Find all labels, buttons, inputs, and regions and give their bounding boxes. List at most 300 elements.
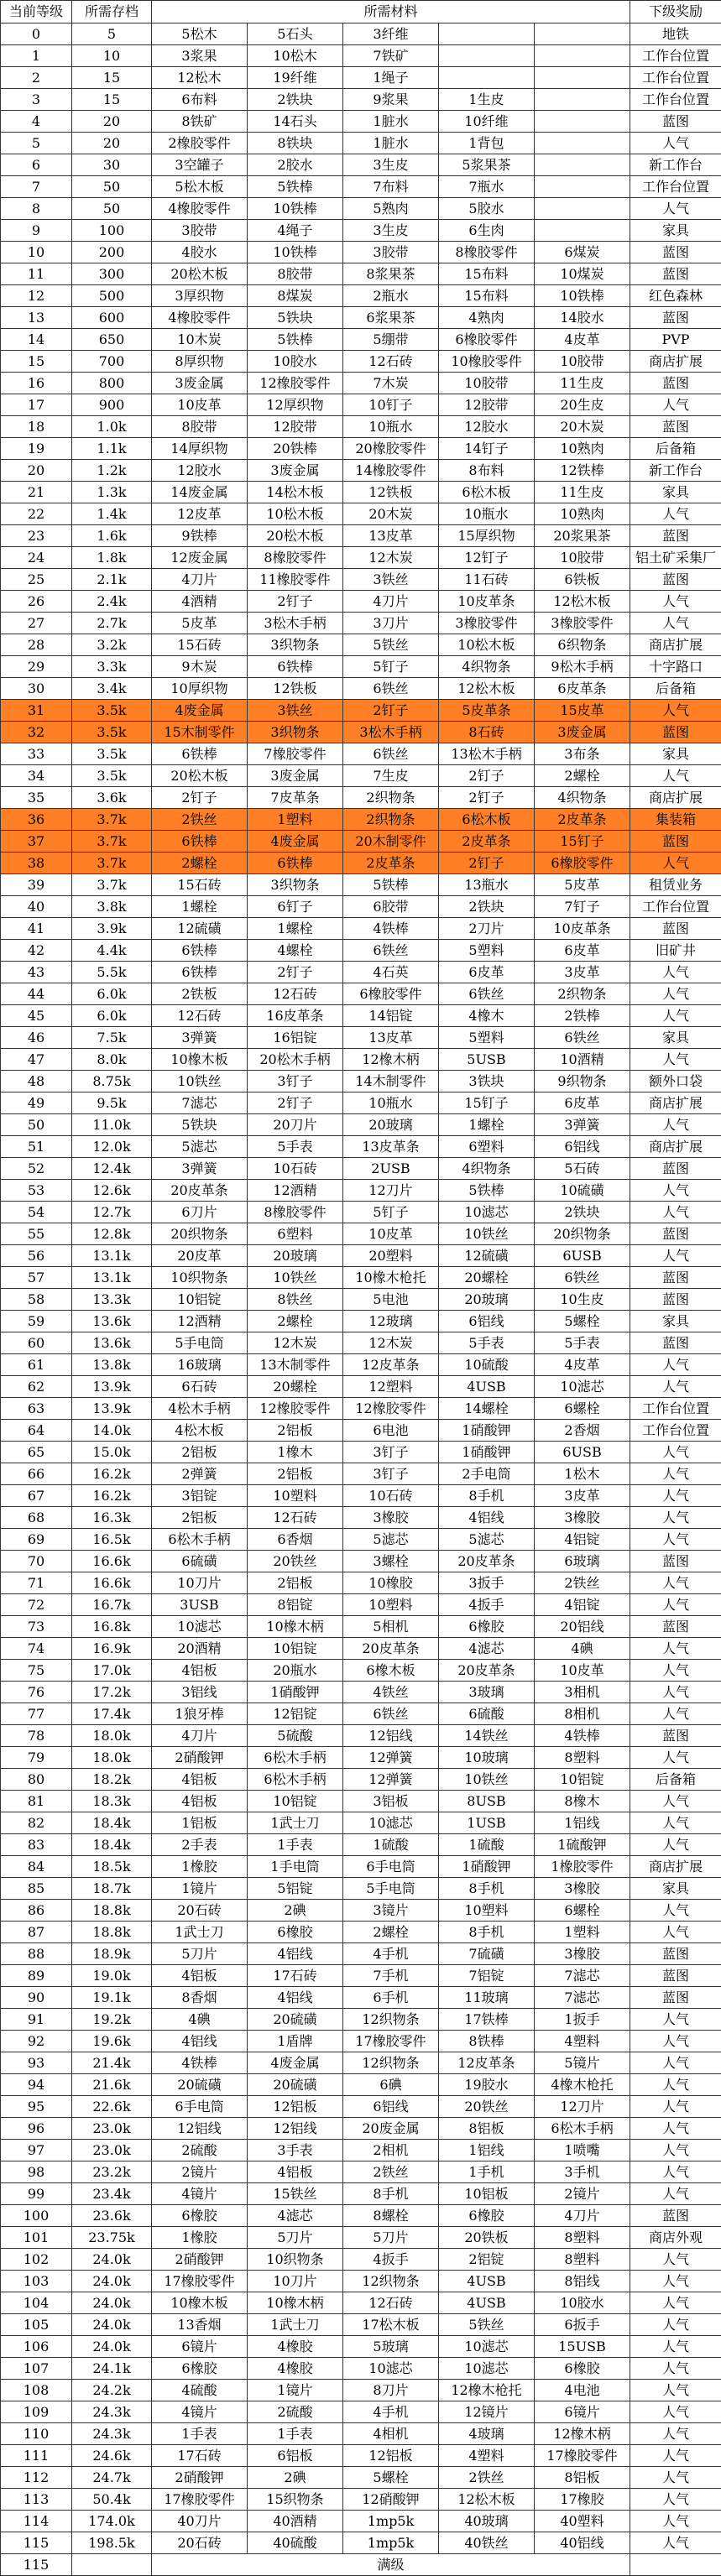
table-row xyxy=(1,460,721,482)
cell-material-2: 8铝锭 xyxy=(248,1594,343,1616)
cell-material-3: 5相机 xyxy=(343,1616,439,1638)
cell-reward: 人气 xyxy=(630,1703,721,1725)
cell-material-4: 1硝酸钾 xyxy=(439,1420,535,1442)
cell-level: 101 xyxy=(1,2227,72,2249)
cell-material-4: 12松木板 xyxy=(439,678,535,700)
cell-material-4: 4橡木 xyxy=(439,1005,535,1027)
cell-reward: 红色森林 xyxy=(630,285,721,307)
cell-material-4: 10皮革条 xyxy=(439,591,535,613)
cell-material-1: 5刀片 xyxy=(152,1943,248,1965)
table-row xyxy=(1,2271,721,2292)
cell-reward: 蓝图 xyxy=(630,1223,721,1245)
cell-material-2: 1橡木 xyxy=(248,1442,343,1463)
header-storage: 所需存档 xyxy=(72,1,152,23)
table-row xyxy=(1,1856,721,1878)
table-row xyxy=(1,23,721,45)
cell-material-5: 2镜片 xyxy=(535,2183,630,2205)
cell-storage: 11.0k xyxy=(72,1114,152,1136)
table-row xyxy=(1,2532,721,2554)
cell-material-3: 5电池 xyxy=(343,1289,439,1311)
cell-material-1: 6硫磺 xyxy=(152,1551,248,1572)
cell-material-2: 8铁块 xyxy=(248,133,343,154)
cell-level: 34 xyxy=(1,765,72,787)
cell-material-4: 10铁丝 xyxy=(439,1769,535,1791)
cell-storage: 16.7k xyxy=(72,1594,152,1616)
cell-reward: 人气 xyxy=(630,2052,721,2074)
cell-reward: 人气 xyxy=(630,2249,721,2271)
cell-level: 62 xyxy=(1,1376,72,1398)
cell-level: 17 xyxy=(1,394,72,416)
cell-storage: 24.0k xyxy=(72,2271,152,2292)
cell-material-4: 10滤芯 xyxy=(439,2358,535,2380)
cell-material-2: 20硫磺 xyxy=(248,2074,343,2096)
cell-material-2: 20螺栓 xyxy=(248,1376,343,1398)
cell-level: 65 xyxy=(1,1442,72,1463)
cell-material-3: 6浆果茶 xyxy=(343,307,439,329)
cell-reward: 蓝图 xyxy=(630,569,721,591)
cell-storage: 200 xyxy=(72,242,152,263)
table-row xyxy=(1,1136,721,1158)
cell-material-4: 8手机 xyxy=(439,1485,535,1507)
cell-material-4: 5浆果茶 xyxy=(439,154,535,176)
cell-material-5: 20浆果茶 xyxy=(535,525,630,547)
cell-storage: 198.5k xyxy=(72,2532,152,2554)
cell-material-2: 4滤芯 xyxy=(248,2205,343,2227)
cell-storage: 6.0k xyxy=(72,1005,152,1027)
cell-material-3: 7手机 xyxy=(343,1965,439,1987)
cell-material-2: 2胶水 xyxy=(248,154,343,176)
cell-material-2: 6铁棒 xyxy=(248,656,343,678)
cell-material-4: 10松木板 xyxy=(439,634,535,656)
table-row xyxy=(1,482,721,503)
table-row xyxy=(1,1922,721,1943)
cell-storage: 6.0k xyxy=(72,983,152,1005)
cell-material-2: 10铝锭 xyxy=(248,1638,343,1660)
table-row xyxy=(1,154,721,176)
cell-material-5: 8塑料 xyxy=(535,2249,630,2271)
cell-material-5: 3手机 xyxy=(535,2161,630,2183)
cell-material-4: 11石砖 xyxy=(439,569,535,591)
cell-material-1: 15石砖 xyxy=(152,634,248,656)
table-row xyxy=(1,1703,721,1725)
table-row xyxy=(1,1878,721,1900)
cell-storage: 16.9k xyxy=(72,1638,152,1660)
cell-material-5: 6扳手 xyxy=(535,2314,630,2336)
cell-storage: 16.8k xyxy=(72,1616,152,1638)
table-row xyxy=(1,1594,721,1616)
cell-material-1: 4酒精 xyxy=(152,591,248,613)
cell-storage: 24.0k xyxy=(72,2336,152,2358)
cell-material-5: 7滤芯 xyxy=(535,1987,630,2009)
cell-level: 102 xyxy=(1,2249,72,2271)
cell-material-1: 6石砖 xyxy=(152,1376,248,1398)
cell-material-2: 2铝板 xyxy=(248,1420,343,1442)
cell-material-1: 3空罐子 xyxy=(152,154,248,176)
cell-material-4: 12皮革条 xyxy=(439,2052,535,2074)
cell-reward: PVP xyxy=(630,329,721,351)
cell-material-1: 2铁丝 xyxy=(152,809,248,831)
cell-material-3: 3纤维 xyxy=(343,23,439,45)
cell-material-4: 6松木板 xyxy=(439,482,535,503)
cell-material-1: 15石砖 xyxy=(152,874,248,896)
cell-material-4: 8手机 xyxy=(439,1922,535,1943)
cell-level: 60 xyxy=(1,1332,72,1354)
cell-material-4: 5皮革条 xyxy=(439,700,535,722)
cell-material-1: 6橡胶 xyxy=(152,2358,248,2380)
cell-storage: 18.8k xyxy=(72,1922,152,1943)
cell-material-3: 12弹簧 xyxy=(343,1747,439,1769)
cell-material-4: 1螺栓 xyxy=(439,1114,535,1136)
cell-level: 104 xyxy=(1,2292,72,2314)
cell-material-1: 10铝锭 xyxy=(152,1289,248,1311)
cell-material-2: 4铝线 xyxy=(248,1943,343,1965)
cell-reward: 家具 xyxy=(630,1027,721,1049)
cell-material-4: 8石砖 xyxy=(439,722,535,743)
cell-material-2: 6铁棒 xyxy=(248,853,343,874)
cell-reward: 十字路口 xyxy=(630,656,721,678)
cell-material-5: 8铝线 xyxy=(535,2271,630,2292)
cell-material-2: 12橡胶零件 xyxy=(248,373,343,394)
cell-material-5: 10煤炭 xyxy=(535,263,630,285)
cell-reward: 人气 xyxy=(630,1354,721,1376)
cell-material-5 xyxy=(535,111,630,133)
table-row xyxy=(1,89,721,111)
cell-material-5: 4铝锭 xyxy=(535,1594,630,1616)
table-row xyxy=(1,2205,721,2227)
cell-material-2: 2铝板 xyxy=(248,1572,343,1594)
cell-material-5: 3废金属 xyxy=(535,722,630,743)
cell-reward: 蓝图 xyxy=(630,416,721,438)
cell-material-5: 6皮革 xyxy=(535,940,630,962)
cell-material-3: 5钉子 xyxy=(343,656,439,678)
cell-level: 30 xyxy=(1,678,72,700)
cell-reward: 人气 xyxy=(630,2401,721,2423)
cell-material-2: 12橡胶零件 xyxy=(248,1398,343,1420)
cell-material-2: 10铁棒 xyxy=(248,198,343,220)
cell-material-5: 3布条 xyxy=(535,743,630,765)
cell-material-1: 2螺栓 xyxy=(152,853,248,874)
cell-material-5: 11生皮 xyxy=(535,373,630,394)
cell-material-3: 12玻璃 xyxy=(343,1311,439,1332)
cell-level: 72 xyxy=(1,1594,72,1616)
cell-reward: 人气 xyxy=(630,2532,721,2554)
cell-level: 98 xyxy=(1,2161,72,2183)
cell-material-4: 6松木板 xyxy=(439,809,535,831)
cell-reward: 人气 xyxy=(630,2096,721,2118)
table-row xyxy=(1,1376,721,1398)
cell-material-1: 10橡木板 xyxy=(152,1049,248,1071)
cell-material-1: 20硫磺 xyxy=(152,2074,248,2096)
cell-material-4: 4USB xyxy=(439,1376,535,1398)
table-row xyxy=(1,1638,721,1660)
table-row xyxy=(1,416,721,438)
cell-material-5: 5手表 xyxy=(535,1332,630,1354)
cell-material-3: 6橡木板 xyxy=(343,1660,439,1682)
cell-level: 81 xyxy=(1,1791,72,1812)
cell-level: 18 xyxy=(1,416,72,438)
cell-level: 6 xyxy=(1,154,72,176)
cell-level: 1 xyxy=(1,45,72,67)
cell-material-2: 12木炭 xyxy=(248,1332,343,1354)
cell-storage: 3.7k xyxy=(72,874,152,896)
cell-reward: 人气 xyxy=(630,1180,721,1202)
cell-material-1: 4废金属 xyxy=(152,700,248,722)
header-row xyxy=(1,1,721,23)
cell-material-5 xyxy=(535,89,630,111)
cell-material-1: 20松木板 xyxy=(152,765,248,787)
cell-material-2: 5铁块 xyxy=(248,307,343,329)
cell-level: 96 xyxy=(1,2118,72,2140)
cell-level: 112 xyxy=(1,2467,72,2489)
cell-material-2: 10铁棒 xyxy=(248,242,343,263)
cell-material-4: 4熟肉 xyxy=(439,307,535,329)
cell-level: 109 xyxy=(1,2401,72,2423)
cell-storage: 3.7k xyxy=(72,853,152,874)
cell-level: 92 xyxy=(1,2031,72,2052)
cell-material-4: 1背包 xyxy=(439,133,535,154)
cell-material-2: 1手电筒 xyxy=(248,1856,343,1878)
cell-material-1: 10木炭 xyxy=(152,329,248,351)
cell-reward: 商店扩展 xyxy=(630,787,721,809)
cell-material-3: 1脏水 xyxy=(343,111,439,133)
cell-material-5: 20木炭 xyxy=(535,416,630,438)
cell-material-4: 2钉子 xyxy=(439,853,535,874)
cell-material-3: 7铁矿 xyxy=(343,45,439,67)
cell-material-2: 20刀片 xyxy=(248,1114,343,1136)
cell-material-1: 2弹簧 xyxy=(152,1463,248,1485)
cell-material-1: 20石砖 xyxy=(152,1900,248,1922)
cell-level: 11 xyxy=(1,263,72,285)
cell-reward: 商店扩展 xyxy=(630,1856,721,1878)
cell-material-4: 1铝线 xyxy=(439,2140,535,2161)
cell-material-1: 2硝酸钾 xyxy=(152,2249,248,2271)
cell-level: 22 xyxy=(1,503,72,525)
cell-material-3: 3生皮 xyxy=(343,154,439,176)
cell-material-1: 20石砖 xyxy=(152,2532,248,2554)
cell-material-3: 3螺栓 xyxy=(343,1551,439,1572)
cell-reward: 人气 xyxy=(630,2140,721,2161)
table-row xyxy=(1,1463,721,1485)
cell-material-5: 1铝线 xyxy=(535,1812,630,1834)
cell-reward: 人气 xyxy=(630,503,721,525)
cell-material-5: 11生皮 xyxy=(535,482,630,503)
cell-material-4: 40铁丝 xyxy=(439,2532,535,2554)
cell-reward: 人气 xyxy=(630,394,721,416)
cell-material-2: 12石砖 xyxy=(248,1507,343,1529)
cell-material-3: 12橡木柄 xyxy=(343,1049,439,1071)
cell-storage: 16.5k xyxy=(72,1529,152,1551)
cell-material-5: 8塑料 xyxy=(535,2227,630,2249)
cell-storage: 23.0k xyxy=(72,2118,152,2140)
table-row xyxy=(1,394,721,416)
cell-reward: 人气 xyxy=(630,1245,721,1267)
cell-material-5: 10铁棒 xyxy=(535,285,630,307)
cell-reward: 商店扩展 xyxy=(630,1092,721,1114)
cell-material-1: 4铝板 xyxy=(152,1791,248,1812)
cell-material-1: 9铁棒 xyxy=(152,525,248,547)
cell-storage: 15.0k xyxy=(72,1442,152,1463)
cell-material-1: 8香烟 xyxy=(152,1987,248,2009)
cell-material-1: 1铝板 xyxy=(152,1812,248,1834)
cell-material-5: 12刀片 xyxy=(535,2096,630,2118)
cell-material-1: 14厚织物 xyxy=(152,438,248,460)
cell-material-2: 15铁丝 xyxy=(248,2183,343,2205)
cell-material-4: 15厚织物 xyxy=(439,525,535,547)
cell-material-3: 4扳手 xyxy=(343,2249,439,2271)
cell-material-5: 8塑料 xyxy=(535,1747,630,1769)
cell-storage: 18.4k xyxy=(72,1834,152,1856)
cell-material-2: 10塑料 xyxy=(248,1485,343,1507)
cell-material-1: 8铁矿 xyxy=(152,111,248,133)
cell-material-4: 8手机 xyxy=(439,1878,535,1900)
cell-material-2: 19纤维 xyxy=(248,67,343,89)
cell-material-3: 6胶带 xyxy=(343,896,439,918)
cell-material-3: 5滤芯 xyxy=(343,1529,439,1551)
cell-storage: 13.1k xyxy=(72,1267,152,1289)
cell-material-1: 12石砖 xyxy=(152,1005,248,1027)
cell-material-4: 2铝锭 xyxy=(439,2249,535,2271)
cell-material-4: 12松木板 xyxy=(439,2489,535,2511)
cell-material-4: 2手电筒 xyxy=(439,1463,535,1485)
cell-level: 4 xyxy=(1,111,72,133)
cell-reward: 蓝图 xyxy=(630,1943,721,1965)
cell-reward: 人气 xyxy=(630,2118,721,2140)
cell-level: 19 xyxy=(1,438,72,460)
cell-material-1: 9木炭 xyxy=(152,656,248,678)
cell-material-1: 3胶带 xyxy=(152,220,248,242)
cell-material-5: 3橡胶 xyxy=(535,1943,630,1965)
cell-reward: 人气 xyxy=(630,198,721,220)
cell-material-4: 12胶水 xyxy=(439,416,535,438)
cell-material-5: 6铝线 xyxy=(535,1136,630,1158)
cell-material-4: 6皮革 xyxy=(439,962,535,983)
cell-material-4: 10瓶水 xyxy=(439,503,535,525)
cell-level: 93 xyxy=(1,2052,72,2074)
cell-material-5: 6USB xyxy=(535,1245,630,1267)
cell-material-2: 8橡胶零件 xyxy=(248,547,343,569)
cell-storage: 100 xyxy=(72,220,152,242)
cell-level: 77 xyxy=(1,1703,72,1725)
cell-material-2: 5硫酸 xyxy=(248,1725,343,1747)
cell-material-2: 2铁块 xyxy=(248,89,343,111)
table-row xyxy=(1,1747,721,1769)
cell-material-4: 10滤芯 xyxy=(439,2336,535,2358)
cell-material-1: 10皮革 xyxy=(152,394,248,416)
cell-material-1: 12胶水 xyxy=(152,460,248,482)
cell-level: 74 xyxy=(1,1638,72,1660)
cell-level: 7 xyxy=(1,176,72,198)
cell-storage: 19.0k xyxy=(72,1965,152,1987)
cell-level: 26 xyxy=(1,591,72,613)
cell-material-1: 4铝板 xyxy=(152,1965,248,1987)
table-row xyxy=(1,1812,721,1834)
cell-material-2: 3废金属 xyxy=(248,460,343,482)
cell-material-5: 40铝线 xyxy=(535,2532,630,2554)
cell-material-2: 12胶带 xyxy=(248,416,343,438)
cell-level: 20 xyxy=(1,460,72,482)
cell-material-4: 20皮革条 xyxy=(439,1551,535,1572)
cell-material-3: 7生皮 xyxy=(343,765,439,787)
table-row xyxy=(1,1049,721,1071)
cell-storage: 15 xyxy=(72,67,152,89)
cell-material-4: 2钉子 xyxy=(439,787,535,809)
cell-level: 64 xyxy=(1,1420,72,1442)
cell-reward: 工作台位置 xyxy=(630,45,721,67)
table-row xyxy=(1,1092,721,1114)
cell-material-4: 12胶带 xyxy=(439,394,535,416)
cell-material-3: 12硝酸钾 xyxy=(343,2489,439,2511)
cell-material-1: 6橡胶 xyxy=(152,2205,248,2227)
cell-material-5 xyxy=(535,220,630,242)
cell-level: 99 xyxy=(1,2183,72,2205)
cell-material-4: 2铁块 xyxy=(439,896,535,918)
cell-material-2: 6铝板 xyxy=(248,2445,343,2467)
cell-storage: 24.1k xyxy=(72,2358,152,2380)
cell-material-2: 4铝线 xyxy=(248,1987,343,2009)
cell-material-3: 10瓶水 xyxy=(343,416,439,438)
cell-material-2: 40硫酸 xyxy=(248,2532,343,2554)
cell-material-1: 4铝线 xyxy=(152,2031,248,2052)
cell-level: 61 xyxy=(1,1354,72,1376)
cell-material-4: 20铁丝 xyxy=(439,2096,535,2118)
cell-level: 56 xyxy=(1,1245,72,1267)
cell-material-5 xyxy=(535,133,630,154)
cell-material-3: 20木制零件 xyxy=(343,831,439,853)
cell-level: 50 xyxy=(1,1114,72,1136)
table-row xyxy=(1,1572,721,1594)
cell-material-3: 13皮革 xyxy=(343,525,439,547)
cell-reward: 人气 xyxy=(630,1442,721,1463)
table-row xyxy=(1,2489,721,2511)
cell-material-1: 6手电筒 xyxy=(152,2096,248,2118)
cell-reward: 人气 xyxy=(630,2336,721,2358)
cell-level: 39 xyxy=(1,874,72,896)
cell-material-4: 5塑料 xyxy=(439,940,535,962)
cell-level: 106 xyxy=(1,2336,72,2358)
cell-reward: 蓝图 xyxy=(630,831,721,853)
cell-material-3: 20废金属 xyxy=(343,2118,439,2140)
cell-material-3: 4手机 xyxy=(343,2401,439,2423)
cell-storage: 21.6k xyxy=(72,2074,152,2096)
cell-material-1: 2镜片 xyxy=(152,2161,248,2183)
cell-material-5: 8相机 xyxy=(535,1703,630,1725)
cell-material-4: 5铁棒 xyxy=(439,1180,535,1202)
cell-material-3: 4石英 xyxy=(343,962,439,983)
table-row xyxy=(1,1507,721,1529)
cell-material-5: 6铁板 xyxy=(535,569,630,591)
cell-level: 10 xyxy=(1,242,72,263)
cell-material-4: 20皮革条 xyxy=(439,1660,535,1682)
cell-storage: 10 xyxy=(72,45,152,67)
cell-material-3: 10石砖 xyxy=(343,1485,439,1507)
cell-storage: 50 xyxy=(72,198,152,220)
cell-reward: 家具 xyxy=(630,220,721,242)
cell-storage: 1.1k xyxy=(72,438,152,460)
cell-material-5: 6橡胶零件 xyxy=(535,853,630,874)
cell-material-3: 1脏水 xyxy=(343,133,439,154)
cell-material-1: 4松木手柄 xyxy=(152,1398,248,1420)
cell-reward: 人气 xyxy=(630,2271,721,2292)
cell-material-2: 1硝酸钾 xyxy=(248,1682,343,1703)
table-row xyxy=(1,2009,721,2031)
cell-material-1: 1手表 xyxy=(152,2423,248,2445)
table-row xyxy=(1,2380,721,2401)
cell-material-3: 14橡胶零件 xyxy=(343,460,439,482)
cell-material-2: 2钉子 xyxy=(248,1092,343,1114)
table-row xyxy=(1,2511,721,2532)
cell-material-4: 4织物条 xyxy=(439,1158,535,1180)
cell-material-3: 4铁棒 xyxy=(343,918,439,940)
